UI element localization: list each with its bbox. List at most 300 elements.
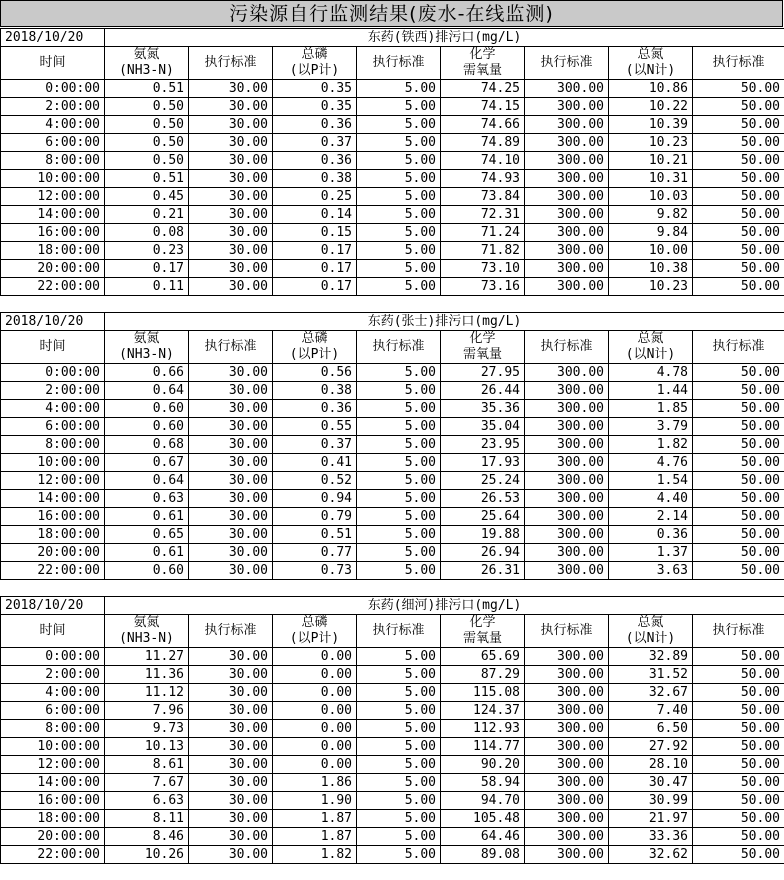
table-cell: 5.00: [357, 756, 441, 774]
table-cell: 300.00: [525, 170, 609, 188]
table-cell: 27.92: [609, 738, 693, 756]
table-cell: 0:00:00: [1, 648, 105, 666]
section-date: 2018/10/20: [1, 313, 105, 331]
table-cell: 300.00: [525, 436, 609, 454]
table-cell: 74.93: [441, 170, 525, 188]
column-header: 氨氮 (NH3-N): [105, 615, 189, 648]
table-cell: 0.00: [273, 756, 357, 774]
monitoring-table: [0, 596, 784, 864]
table-cell: 20:00:00: [1, 544, 105, 562]
table-cell: 0.79: [273, 508, 357, 526]
table-cell: 8:00:00: [1, 436, 105, 454]
table-cell: 5.00: [357, 188, 441, 206]
table-cell: 300.00: [525, 810, 609, 828]
table-cell: 0.50: [105, 116, 189, 134]
table-cell: 300.00: [525, 720, 609, 738]
table-cell: 0.00: [273, 720, 357, 738]
table-cell: 7.96: [105, 702, 189, 720]
table-row: [1, 134, 784, 152]
table-cell: 30.00: [189, 810, 273, 828]
table-cell: 30.00: [189, 666, 273, 684]
table-row: [1, 738, 784, 756]
table-cell: 71.24: [441, 224, 525, 242]
table-cell: 72.31: [441, 206, 525, 224]
table-cell: 33.36: [609, 828, 693, 846]
table-row: [1, 400, 784, 418]
table-cell: 300.00: [525, 472, 609, 490]
table-cell: 50.00: [693, 544, 784, 562]
table-cell: 35.04: [441, 418, 525, 436]
table-cell: 124.37: [441, 702, 525, 720]
table-cell: 1.85: [609, 400, 693, 418]
table-cell: 23.95: [441, 436, 525, 454]
table-cell: 0.17: [273, 242, 357, 260]
table-cell: 0.63: [105, 490, 189, 508]
table-cell: 0.51: [273, 526, 357, 544]
table-cell: 64.46: [441, 828, 525, 846]
table-cell: 115.08: [441, 684, 525, 702]
table-cell: 1.82: [273, 846, 357, 864]
table-row: [1, 720, 784, 738]
table-cell: 27.95: [441, 364, 525, 382]
table-cell: 0.35: [273, 80, 357, 98]
table-cell: 50.00: [693, 702, 784, 720]
column-header: 执行标准: [357, 47, 441, 80]
table-cell: 300.00: [525, 702, 609, 720]
table-cell: 7.40: [609, 702, 693, 720]
column-header: 总氮 (以N计): [609, 331, 693, 364]
table-cell: 14:00:00: [1, 206, 105, 224]
table-cell: 50.00: [693, 134, 784, 152]
section-site: 东药(张士)排污口(mg/L): [105, 313, 784, 331]
table-cell: 10.39: [609, 116, 693, 134]
table-cell: 8:00:00: [1, 720, 105, 738]
table-cell: 18:00:00: [1, 810, 105, 828]
section-header-row: [1, 597, 784, 615]
table-row: [1, 152, 784, 170]
table-cell: 5.00: [357, 490, 441, 508]
table-cell: 50.00: [693, 720, 784, 738]
table-cell: 9.73: [105, 720, 189, 738]
table-row: [1, 666, 784, 684]
column-header-row: [1, 47, 784, 80]
table-cell: 10.31: [609, 170, 693, 188]
column-header: 时间: [1, 47, 105, 80]
table-cell: 0:00:00: [1, 364, 105, 382]
table-cell: 50.00: [693, 810, 784, 828]
table-cell: 10.26: [105, 846, 189, 864]
table-cell: 4.78: [609, 364, 693, 382]
table-cell: 5.00: [357, 648, 441, 666]
table-row: [1, 472, 784, 490]
table-row: [1, 792, 784, 810]
column-header: 执行标准: [189, 615, 273, 648]
table-cell: 0.17: [105, 260, 189, 278]
table-cell: 30.00: [189, 702, 273, 720]
table-cell: 50.00: [693, 278, 784, 296]
table-cell: 18:00:00: [1, 242, 105, 260]
table-cell: 12:00:00: [1, 472, 105, 490]
column-header: 执行标准: [693, 47, 784, 80]
table-cell: 30.00: [189, 562, 273, 580]
table-cell: 50.00: [693, 666, 784, 684]
table-cell: 300.00: [525, 828, 609, 846]
table-cell: 50.00: [693, 188, 784, 206]
table-row: [1, 490, 784, 508]
table-cell: 30.99: [609, 792, 693, 810]
column-header: 总磷 (以P计): [273, 615, 357, 648]
table-cell: 90.20: [441, 756, 525, 774]
table-cell: 300.00: [525, 490, 609, 508]
table-row: [1, 242, 784, 260]
table-cell: 22:00:00: [1, 846, 105, 864]
table-cell: 11.12: [105, 684, 189, 702]
table-cell: 5.00: [357, 508, 441, 526]
table-cell: 0.37: [273, 134, 357, 152]
table-cell: 50.00: [693, 828, 784, 846]
table-cell: 112.93: [441, 720, 525, 738]
column-header: 化学 需氧量: [441, 615, 525, 648]
table-cell: 50.00: [693, 418, 784, 436]
table-cell: 0.17: [273, 278, 357, 296]
table-cell: 50.00: [693, 116, 784, 134]
table-cell: 5.00: [357, 436, 441, 454]
table-cell: 5.00: [357, 562, 441, 580]
table-cell: 22:00:00: [1, 562, 105, 580]
table-cell: 0.21: [105, 206, 189, 224]
table-cell: 30.00: [189, 170, 273, 188]
table-cell: 5.00: [357, 720, 441, 738]
table-cell: 0.60: [105, 562, 189, 580]
table-cell: 1.90: [273, 792, 357, 810]
table-cell: 5.00: [357, 98, 441, 116]
table-cell: 114.77: [441, 738, 525, 756]
table-cell: 32.89: [609, 648, 693, 666]
table-cell: 30.00: [189, 436, 273, 454]
table-cell: 300.00: [525, 846, 609, 864]
table-row: [1, 98, 784, 116]
table-cell: 30.00: [189, 400, 273, 418]
table-cell: 300.00: [525, 134, 609, 152]
table-cell: 28.10: [609, 756, 693, 774]
table-cell: 300.00: [525, 738, 609, 756]
table-cell: 9.84: [609, 224, 693, 242]
table-cell: 6.50: [609, 720, 693, 738]
column-header: 时间: [1, 615, 105, 648]
table-cell: 5.00: [357, 400, 441, 418]
table-cell: 50.00: [693, 242, 784, 260]
table-cell: 5.00: [357, 364, 441, 382]
table-cell: 16:00:00: [1, 224, 105, 242]
section-site: 东药(细河)排污口(mg/L): [105, 597, 784, 615]
table-cell: 0.17: [273, 260, 357, 278]
table-row: [1, 810, 784, 828]
table-cell: 3.63: [609, 562, 693, 580]
table-cell: 1.82: [609, 436, 693, 454]
table-cell: 300.00: [525, 152, 609, 170]
table-cell: 5.00: [357, 152, 441, 170]
table-cell: 0.00: [273, 666, 357, 684]
table-cell: 50.00: [693, 224, 784, 242]
table-cell: 14:00:00: [1, 490, 105, 508]
table-cell: 4.76: [609, 454, 693, 472]
table-cell: 5.00: [357, 828, 441, 846]
table-cell: 10.23: [609, 278, 693, 296]
table-cell: 300.00: [525, 774, 609, 792]
table-cell: 300.00: [525, 242, 609, 260]
table-cell: 30.00: [189, 80, 273, 98]
table-cell: 50.00: [693, 152, 784, 170]
table-cell: 50.00: [693, 738, 784, 756]
table-cell: 0.50: [105, 134, 189, 152]
table-cell: 10.13: [105, 738, 189, 756]
table-cell: 5.00: [357, 242, 441, 260]
table-row: [1, 562, 784, 580]
table-cell: 30.00: [189, 260, 273, 278]
table-cell: 50.00: [693, 756, 784, 774]
table-cell: 0.51: [105, 80, 189, 98]
table-cell: 105.48: [441, 810, 525, 828]
table-cell: 50.00: [693, 400, 784, 418]
table-cell: 10:00:00: [1, 738, 105, 756]
table-cell: 30.00: [189, 756, 273, 774]
column-header: 执行标准: [189, 331, 273, 364]
table-cell: 10:00:00: [1, 170, 105, 188]
table-cell: 30.47: [609, 774, 693, 792]
table-cell: 0.14: [273, 206, 357, 224]
table-cell: 8.61: [105, 756, 189, 774]
table-cell: 0.64: [105, 472, 189, 490]
table-cell: 5.00: [357, 224, 441, 242]
table-cell: 0.77: [273, 544, 357, 562]
table-cell: 5.00: [357, 526, 441, 544]
table-cell: 25.24: [441, 472, 525, 490]
table-cell: 300.00: [525, 260, 609, 278]
table-cell: 5.00: [357, 206, 441, 224]
table-cell: 11.27: [105, 648, 189, 666]
table-cell: 300.00: [525, 418, 609, 436]
table-cell: 10.22: [609, 98, 693, 116]
table-cell: 21.97: [609, 810, 693, 828]
table-cell: 6:00:00: [1, 702, 105, 720]
column-header: 总氮 (以N计): [609, 615, 693, 648]
section-site: 东药(铁西)排污口(mg/L): [105, 29, 784, 47]
table-cell: 0.38: [273, 170, 357, 188]
table-cell: 5.00: [357, 666, 441, 684]
table-cell: 300.00: [525, 80, 609, 98]
table-cell: 0.56: [273, 364, 357, 382]
table-cell: 30.00: [189, 364, 273, 382]
table-cell: 0.45: [105, 188, 189, 206]
column-header: 执行标准: [525, 47, 609, 80]
table-row: [1, 170, 784, 188]
table-row: [1, 544, 784, 562]
table-cell: 5.00: [357, 738, 441, 756]
table-row: [1, 224, 784, 242]
table-cell: 7.67: [105, 774, 189, 792]
table-cell: 300.00: [525, 454, 609, 472]
table-cell: 31.52: [609, 666, 693, 684]
table-cell: 0.65: [105, 526, 189, 544]
table-cell: 6:00:00: [1, 134, 105, 152]
table-cell: 50.00: [693, 206, 784, 224]
column-header: 总磷 (以P计): [273, 47, 357, 80]
table-cell: 30.00: [189, 152, 273, 170]
table-cell: 50.00: [693, 526, 784, 544]
table-row: [1, 526, 784, 544]
table-cell: 30.00: [189, 544, 273, 562]
table-cell: 6:00:00: [1, 418, 105, 436]
table-cell: 0.60: [105, 400, 189, 418]
table-cell: 50.00: [693, 382, 784, 400]
table-cell: 300.00: [525, 400, 609, 418]
table-cell: 0.23: [105, 242, 189, 260]
table-cell: 10:00:00: [1, 454, 105, 472]
column-header: 总氮 (以N计): [609, 47, 693, 80]
table-cell: 30.00: [189, 224, 273, 242]
table-cell: 26.94: [441, 544, 525, 562]
column-header: 执行标准: [357, 331, 441, 364]
table-row: [1, 846, 784, 864]
table-cell: 5.00: [357, 846, 441, 864]
table-cell: 4:00:00: [1, 116, 105, 134]
table-cell: 5.00: [357, 774, 441, 792]
table-cell: 0.25: [273, 188, 357, 206]
table-cell: 0.61: [105, 544, 189, 562]
table-cell: 5.00: [357, 134, 441, 152]
table-cell: 50.00: [693, 508, 784, 526]
table-row: [1, 206, 784, 224]
table-cell: 0.15: [273, 224, 357, 242]
table-cell: 300.00: [525, 508, 609, 526]
table-row: [1, 364, 784, 382]
table-cell: 10.38: [609, 260, 693, 278]
table-cell: 8.46: [105, 828, 189, 846]
table-cell: 0.00: [273, 684, 357, 702]
table-cell: 30.00: [189, 828, 273, 846]
table-row: [1, 648, 784, 666]
table-cell: 30.00: [189, 134, 273, 152]
table-cell: 0.55: [273, 418, 357, 436]
table-cell: 26.44: [441, 382, 525, 400]
table-cell: 5.00: [357, 382, 441, 400]
table-cell: 2:00:00: [1, 382, 105, 400]
table-cell: 0.36: [273, 400, 357, 418]
table-row: [1, 774, 784, 792]
table-cell: 300.00: [525, 544, 609, 562]
table-cell: 1.87: [273, 810, 357, 828]
table-cell: 50.00: [693, 684, 784, 702]
table-cell: 3.79: [609, 418, 693, 436]
table-cell: 0.50: [105, 98, 189, 116]
table-cell: 50.00: [693, 454, 784, 472]
table-cell: 50.00: [693, 792, 784, 810]
table-cell: 11.36: [105, 666, 189, 684]
table-cell: 0.66: [105, 364, 189, 382]
table-cell: 5.00: [357, 170, 441, 188]
table-cell: 50.00: [693, 436, 784, 454]
table-cell: 30.00: [189, 278, 273, 296]
table-row: [1, 188, 784, 206]
table-cell: 0.38: [273, 382, 357, 400]
table-cell: 0.64: [105, 382, 189, 400]
column-header: 总磷 (以P计): [273, 331, 357, 364]
table-cell: 300.00: [525, 684, 609, 702]
table-cell: 50.00: [693, 846, 784, 864]
table-cell: 300.00: [525, 206, 609, 224]
table-cell: 89.08: [441, 846, 525, 864]
column-header-row: [1, 331, 784, 364]
column-header: 时间: [1, 331, 105, 364]
table-cell: 0.94: [273, 490, 357, 508]
table-row: [1, 382, 784, 400]
table-cell: 0.36: [273, 152, 357, 170]
table-cell: 4:00:00: [1, 400, 105, 418]
table-cell: 5.00: [357, 418, 441, 436]
table-cell: 4.40: [609, 490, 693, 508]
table-cell: 0.68: [105, 436, 189, 454]
table-cell: 0.60: [105, 418, 189, 436]
table-cell: 0.11: [105, 278, 189, 296]
table-cell: 0.00: [273, 738, 357, 756]
table-cell: 50.00: [693, 774, 784, 792]
table-cell: 300.00: [525, 666, 609, 684]
table-row: [1, 454, 784, 472]
table-cell: 4:00:00: [1, 684, 105, 702]
table-row: [1, 436, 784, 454]
column-header: 执行标准: [357, 615, 441, 648]
table-cell: 30.00: [189, 526, 273, 544]
table-cell: 30.00: [189, 418, 273, 436]
section-header-row: [1, 29, 784, 47]
table-row: [1, 80, 784, 98]
table-cell: 0.61: [105, 508, 189, 526]
table-cell: 0.51: [105, 170, 189, 188]
table-cell: 1.44: [609, 382, 693, 400]
table-cell: 73.10: [441, 260, 525, 278]
table-cell: 10.21: [609, 152, 693, 170]
table-cell: 74.89: [441, 134, 525, 152]
table-cell: 30.00: [189, 774, 273, 792]
table-cell: 26.53: [441, 490, 525, 508]
table-cell: 0.37: [273, 436, 357, 454]
table-cell: 26.31: [441, 562, 525, 580]
table-cell: 10.86: [609, 80, 693, 98]
table-cell: 5.00: [357, 792, 441, 810]
table-cell: 2.14: [609, 508, 693, 526]
table-row: [1, 260, 784, 278]
table-cell: 0.00: [273, 702, 357, 720]
table-cell: 73.16: [441, 278, 525, 296]
section-header-row: [1, 313, 784, 331]
table-cell: 30.00: [189, 242, 273, 260]
table-cell: 50.00: [693, 170, 784, 188]
table-cell: 16:00:00: [1, 508, 105, 526]
table-cell: 30.00: [189, 846, 273, 864]
table-cell: 0.41: [273, 454, 357, 472]
table-cell: 30.00: [189, 738, 273, 756]
section-date: 2018/10/20: [1, 597, 105, 615]
table-row: [1, 278, 784, 296]
table-cell: 30.00: [189, 206, 273, 224]
section-date: 2018/10/20: [1, 29, 105, 47]
table-cell: 8.11: [105, 810, 189, 828]
table-cell: 1.86: [273, 774, 357, 792]
table-cell: 300.00: [525, 364, 609, 382]
table-cell: 5.00: [357, 684, 441, 702]
table-cell: 30.00: [189, 684, 273, 702]
column-header: 化学 需氧量: [441, 47, 525, 80]
